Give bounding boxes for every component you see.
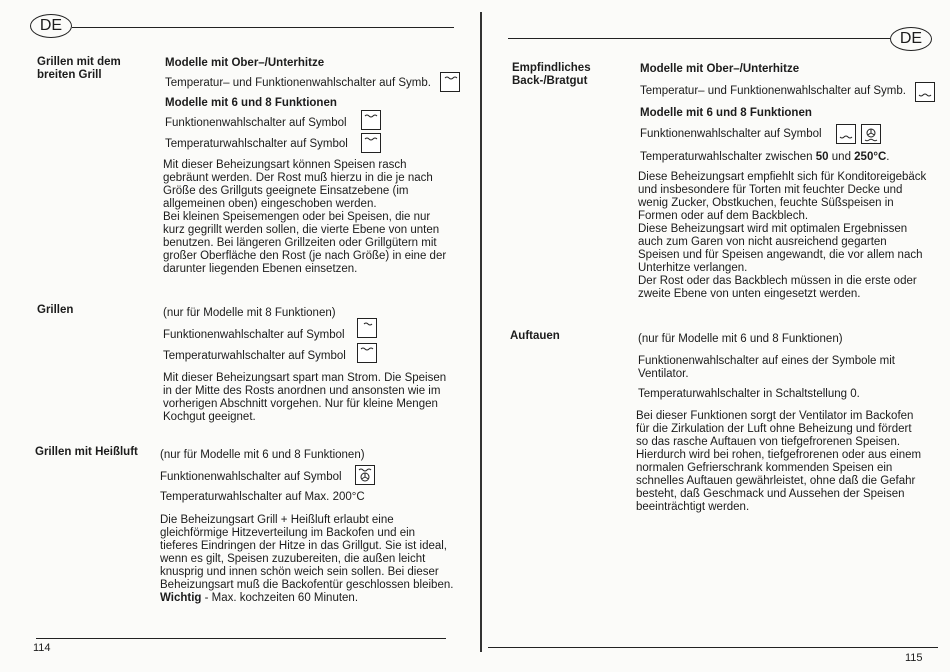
bottom-heat-symbol-icon [836,124,856,144]
model-note: (nur für Modelle mit 6 und 8 Funktionen) [160,449,365,461]
paragraph-text: Bei kleinen Speisemengen oder bei Speisen, die nur kurz gegrillt werden sollen, die vierte Ebene von unten benutzen. Bei längeren Grillzeiten oder Grillgütern mit großer Oberfläche den Rost (je nach Größe) in eine der darunter liegenden Ebenen einsetzen. [163,211,447,275]
bottom-heat-symbol-icon [915,82,935,102]
subheading-ober-unterhitze: Modelle mit Ober–/Unterhitze [640,63,800,75]
text-part: und [828,151,855,163]
body-paragraph [638,171,928,301]
important-label: Wichtig [160,592,202,604]
body-paragraph [163,372,455,424]
text-part: . [886,151,890,163]
body-paragraph [160,514,455,605]
instruction-line: Temperatur– und Funktionenwahlschalter auf Symb. [640,85,906,97]
grill-symbol-icon [357,343,377,363]
footer-rule [488,647,938,648]
temperature-max: 250°C [854,151,887,163]
instruction-line: Funktionenwahlschalter auf Symbol [160,471,342,483]
instruction-line: Funktionenwahlschalter auf Symbol [640,128,822,140]
section-heading-backgut: Empfindliches Back-/Bratgut [512,62,591,87]
text-part: Temperaturwahlschalter zwischen [640,151,816,163]
paragraph-text: Diese Beheizungsart empfiehlt sich für Konditoreigebäck und insbesondere für Torten mit feuchter Decke und wenig Zucker, Obstkuchen, feuchte Süßspeisen in Formen oder auf dem Backblech. [638,171,927,222]
instruction-line [640,150,889,164]
footer-rule [36,638,446,639]
section-heading-grillen: Grillen [37,304,74,316]
section-heading-grillen-breit: Grillen mit dem breiten Grill [37,56,121,81]
header-rule [508,38,890,39]
body-paragraph [636,410,926,514]
instruction-line: Funktionenwahlschalter auf Symbol [165,117,347,129]
page-gutter [480,12,482,652]
subheading-6-8-funktionen: Modelle mit 6 und 8 Funktionen [640,107,812,119]
language-badge: DE [890,27,932,51]
instruction-line: Temperatur– und Funktionenwahlschalter auf Symb. [165,77,431,89]
grill-symbol-icon [357,318,377,338]
grill-fan-symbol-icon [355,465,375,485]
instruction-line: Temperaturwahlschalter auf Symbol [163,350,346,362]
temperature-min: 50 [815,151,829,163]
section-heading-heissluft: Grillen mit Heißluft [35,446,138,458]
instruction-line: Temperaturwahlschalter in Schaltstellung 0. [638,388,860,400]
instruction-line: Funktionenwahlschalter auf Symbol [163,329,345,341]
subheading-6-8-funktionen: Modelle mit 6 und 8 Funktionen [165,97,337,109]
paragraph-text: Bei dieser Funktionen sorgt der Ventilator im Backofen für die Zirkulation der Luft ohne Beheizung und fördert so das rasche Auftauen von tiefgefrorenen Speisen. Hierdurch wird bei rohen, tiefgefrorenen oder aus einem normalen Gefrierschrank kommenden Speisen ein schnelles Auftauen gewährleistet, ohne daß die Gefahr besteht, daß Geschmack und Aussehen der Speisen beeinträchtigt werden. [636,410,922,513]
paragraph-text: Die Beheizungsart Grill + Heißluft erlaubt eine gleichförmige Hitzeverteilung im Backofen und ein tieferes Eindringen der Hitze in das Grillgut. Sie ist ideal, wenn es gilt, Speisen zuzubereiten, die außen leicht knusprig und innen schön weich sein sollen. Bei dieser Beheizungsart muß die Backofentür geschlossen bleiben. [160,514,454,591]
grill-symbol-icon [361,110,381,130]
instruction-line: Temperaturwahlschalter auf Max. 200°C [160,491,365,503]
subheading-ober-unterhitze: Modelle mit Ober–/Unterhitze [165,57,325,69]
header-rule [72,27,454,28]
fan-bottom-heat-symbol-icon [861,124,881,144]
paragraph-text: Diese Beheizungsart wird mit optimalen Ergebnissen auch zum Garen von nicht ausreichend gegarten Speisen und für Speisen angewandt, die vor allem nach Unterhitze verlangen. [638,223,923,274]
body-paragraph [163,159,455,276]
language-badge: DE [30,14,72,38]
important-note [160,592,455,605]
grill-symbol-icon [440,72,460,92]
instruction-line: Temperaturwahlschalter auf Symbol [165,138,348,150]
model-note: (nur für Modelle mit 8 Funktionen) [163,307,336,319]
paragraph-text: Der Rost oder das Backblech müssen in die erste oder zweite Ebene von unten eingesetzt werden. [638,275,917,300]
instruction-line [638,355,918,381]
grill-symbol-icon [361,133,381,153]
page-number: 115 [905,652,923,664]
paragraph-text: Mit dieser Beheizungsart spart man Strom. Die Speisen in der Mitte des Rosts anordnen und ansonsten wie im vorherigen Abschnitt vorgehen. Nur für kleine Mengen Kochgut geeignet. [163,372,447,423]
paragraph-text: Funktionenwahlschalter auf eines der Symbole mit Ventilator. [638,355,895,380]
paragraph-text: Mit dieser Beheizungsart können Speisen rasch gebräunt werden. Der Rost muß hierzu in die je nach Größe des Grillguts geeignete Einsatzebene (im allgemeinen oben) eingeschoben werden. [163,159,433,210]
model-note: (nur für Modelle mit 6 und 8 Funktionen) [638,333,843,345]
important-text: - Max. kochzeiten 60 Minuten. [201,592,359,604]
section-heading-auftauen: Auftauen [510,330,560,342]
page-number: 114 [33,642,51,654]
